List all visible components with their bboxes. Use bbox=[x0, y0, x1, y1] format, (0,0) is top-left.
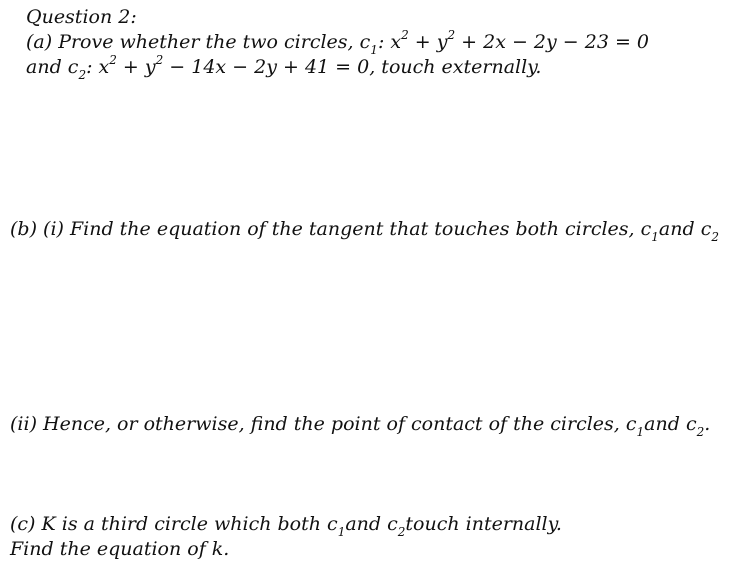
part-b-ii-c1: c bbox=[625, 413, 637, 435]
c1-sq-y: 2 bbox=[447, 27, 456, 42]
part-b-ii-c2: c bbox=[685, 413, 697, 435]
part-b-i-text: (b) (i) Find the equation of the tangent that touches both circles, bbox=[10, 218, 641, 240]
part-c-and: and bbox=[345, 513, 388, 535]
part-a-line-2 bbox=[26, 52, 542, 82]
c2-sq-y: 2 bbox=[155, 52, 164, 67]
part-a-line2-prefix: and bbox=[26, 56, 68, 78]
c2-index: 2 bbox=[78, 67, 87, 82]
part-b-ii bbox=[10, 412, 711, 439]
part-c-idx1: 1 bbox=[337, 524, 346, 539]
part-c-c2: c bbox=[387, 513, 398, 535]
part-b-i-and: and bbox=[658, 218, 701, 240]
part-b-i-c1: c bbox=[640, 218, 652, 240]
part-c-line-1 bbox=[10, 512, 562, 539]
c2-eq-start: : x bbox=[86, 56, 110, 78]
c1-eq-end: + 2x − 2y − 23 = 0 bbox=[455, 31, 649, 53]
c1-name: c bbox=[359, 31, 371, 53]
c2-name: c bbox=[67, 56, 79, 78]
part-c-line1-end: touch internally. bbox=[405, 513, 562, 535]
part-b-ii-text: (ii) Hence, or otherwise, find the point of contact of the circles, bbox=[10, 413, 626, 435]
part-c-c1: c bbox=[327, 513, 338, 535]
part-a-label: (a) Prove whether the two circles, bbox=[26, 31, 354, 53]
c1-index: 1 bbox=[370, 42, 378, 57]
part-b-ii-idx1: 1 bbox=[636, 424, 645, 439]
c1-eq-mid: + y bbox=[408, 31, 448, 53]
part-b-ii-idx2: 2 bbox=[696, 424, 705, 439]
part-a-line-1 bbox=[26, 27, 649, 57]
question-title-text: Question 2: bbox=[26, 6, 137, 28]
part-c-idx2: 2 bbox=[397, 524, 406, 539]
part-b-i-idx1: 1 bbox=[651, 229, 659, 244]
part-c-line-2 bbox=[10, 537, 229, 561]
part-c-text: (c) K is a third circle which both bbox=[10, 513, 328, 535]
c2-eq-mid: + y bbox=[116, 56, 156, 78]
part-b-ii-suffix: . bbox=[704, 413, 711, 435]
part-c-line2-text: Find the equation of k. bbox=[10, 538, 230, 560]
part-b-i bbox=[10, 217, 719, 244]
c2-eq-end: − 14x − 2y + 41 = 0, touch externally. bbox=[163, 56, 542, 78]
c1-eq-start: : x bbox=[377, 31, 402, 53]
part-b-i-c2: c bbox=[700, 218, 712, 240]
part-b-ii-and: and bbox=[644, 413, 686, 435]
question-title bbox=[26, 5, 137, 29]
part-b-i-idx2: 2 bbox=[711, 229, 719, 244]
c2-sq-x: 2 bbox=[109, 52, 117, 67]
c1-sq-x: 2 bbox=[401, 27, 409, 42]
